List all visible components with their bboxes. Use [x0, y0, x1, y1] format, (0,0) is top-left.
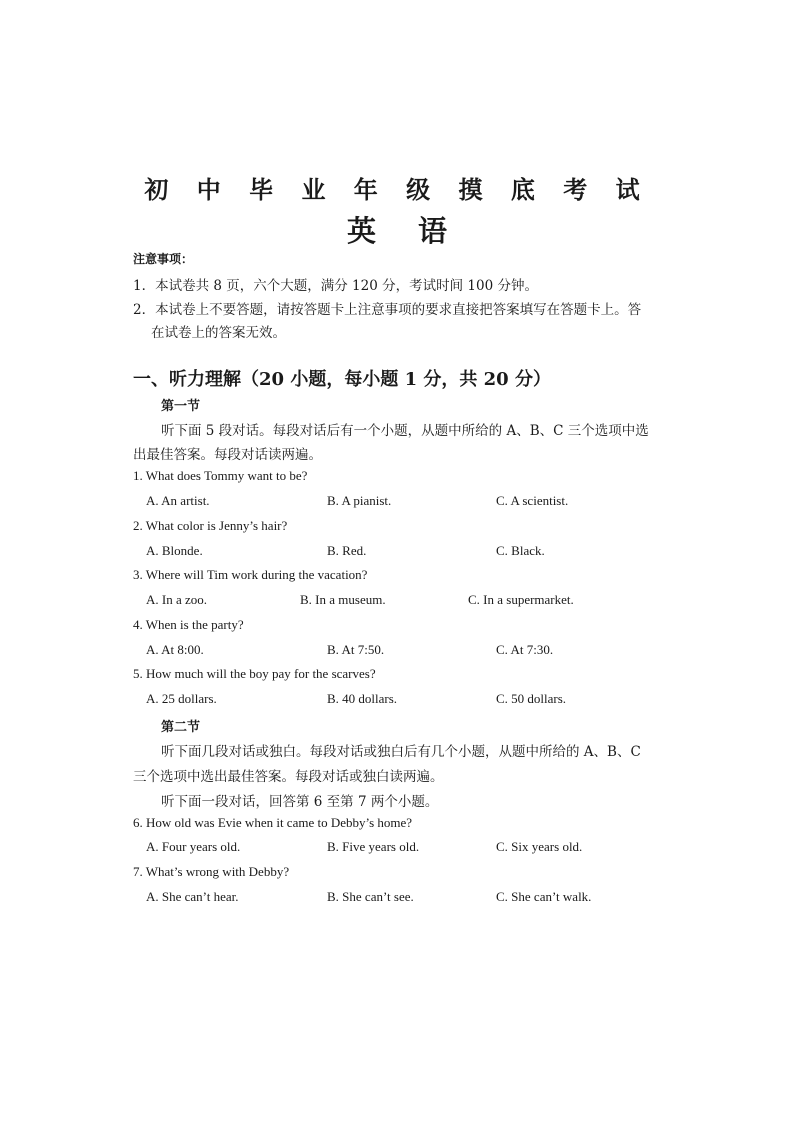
part1-label: 第一节	[161, 399, 201, 414]
q5-option-b: B. 40 dollars.	[327, 691, 398, 706]
q3-option-b: B. In a museum.	[300, 592, 386, 607]
note-item-1: 1．本试卷共 8 页，六个大题，满分 120 分，考试时间 100 分钟。	[133, 278, 538, 294]
q4-option-b: B. At 7:50.	[327, 642, 385, 657]
section-heading: 一、听力理解（20 小题，每小题 1 分，共 20 分）	[133, 369, 551, 390]
q7-option-c: C. She can’t walk.	[496, 889, 592, 904]
q2-option-c: C. Black.	[496, 543, 545, 558]
question-2: 2. What color is Jenny’s hair?	[133, 518, 288, 533]
subject-title: 英语	[346, 214, 489, 248]
q7-option-a: A. She can’t hear.	[146, 889, 239, 904]
q5-option-c: C. 50 dollars.	[496, 691, 567, 706]
q7-option-b: B. She can’t see.	[327, 889, 414, 904]
question-3: 3. Where will Tim work during the vacation?	[133, 567, 368, 582]
q2-option-b: B. Red.	[327, 543, 367, 558]
question-4: 4. When is the party?	[133, 617, 244, 632]
q6-option-c: C. Six years old.	[496, 839, 583, 854]
q1-option-a: A. An artist.	[146, 493, 210, 508]
exam-title: 初 中 毕 业 年 级 摸 底 考 试	[144, 175, 650, 204]
question-7: 7. What’s wrong with Debby?	[133, 864, 290, 879]
q3-option-c: C. In a supermarket.	[468, 592, 574, 607]
part1-instruction-line1: 听下面 5 段对话。每段对话后有一个小题，从题中所给的 A、B、C 三个选项中选	[161, 423, 649, 439]
question-5: 5. How much will the boy pay for the scarves?	[133, 666, 376, 681]
part2-label: 第二节	[161, 720, 201, 735]
part2-instruction-line1: 听下面几段对话或独白。每段对话或独白后有几个小题，从题中所给的 A、B、C	[161, 744, 641, 760]
part1-instruction-line2: 出最佳答案。每段对话读两遍。	[133, 447, 322, 463]
q4-option-a: A. At 8:00.	[146, 642, 204, 657]
note-item-2-continued: 在试卷上的答案无效。	[151, 325, 286, 341]
notes-label: 注意事项：	[133, 252, 194, 266]
part2-instruction-line3: 听下面一段对话，回答第 6 至第 7 两个小题。	[161, 794, 439, 810]
q6-option-a: A. Four years old.	[146, 839, 241, 854]
q4-option-c: C. At 7:30.	[496, 642, 554, 657]
part2-instruction-line2: 三个选项中选出最佳答案。每段对话或独白读两遍。	[133, 769, 444, 785]
q1-option-b: B. A pianist.	[327, 493, 392, 508]
q6-option-b: B. Five years old.	[327, 839, 420, 854]
q5-option-a: A. 25 dollars.	[146, 691, 217, 706]
q3-option-a: A. In a zoo.	[146, 592, 208, 607]
q1-option-c: C. A scientist.	[496, 493, 569, 508]
q2-option-a: A. Blonde.	[146, 543, 203, 558]
question-1: 1. What does Tommy want to be?	[133, 468, 308, 483]
note-item-2: 2．本试卷上不要答题，请按答题卡上注意事项的要求直接把答案填写在答题卡上。答	[133, 302, 642, 318]
question-6: 6. How old was Evie when it came to Debby’s home?	[133, 815, 413, 830]
